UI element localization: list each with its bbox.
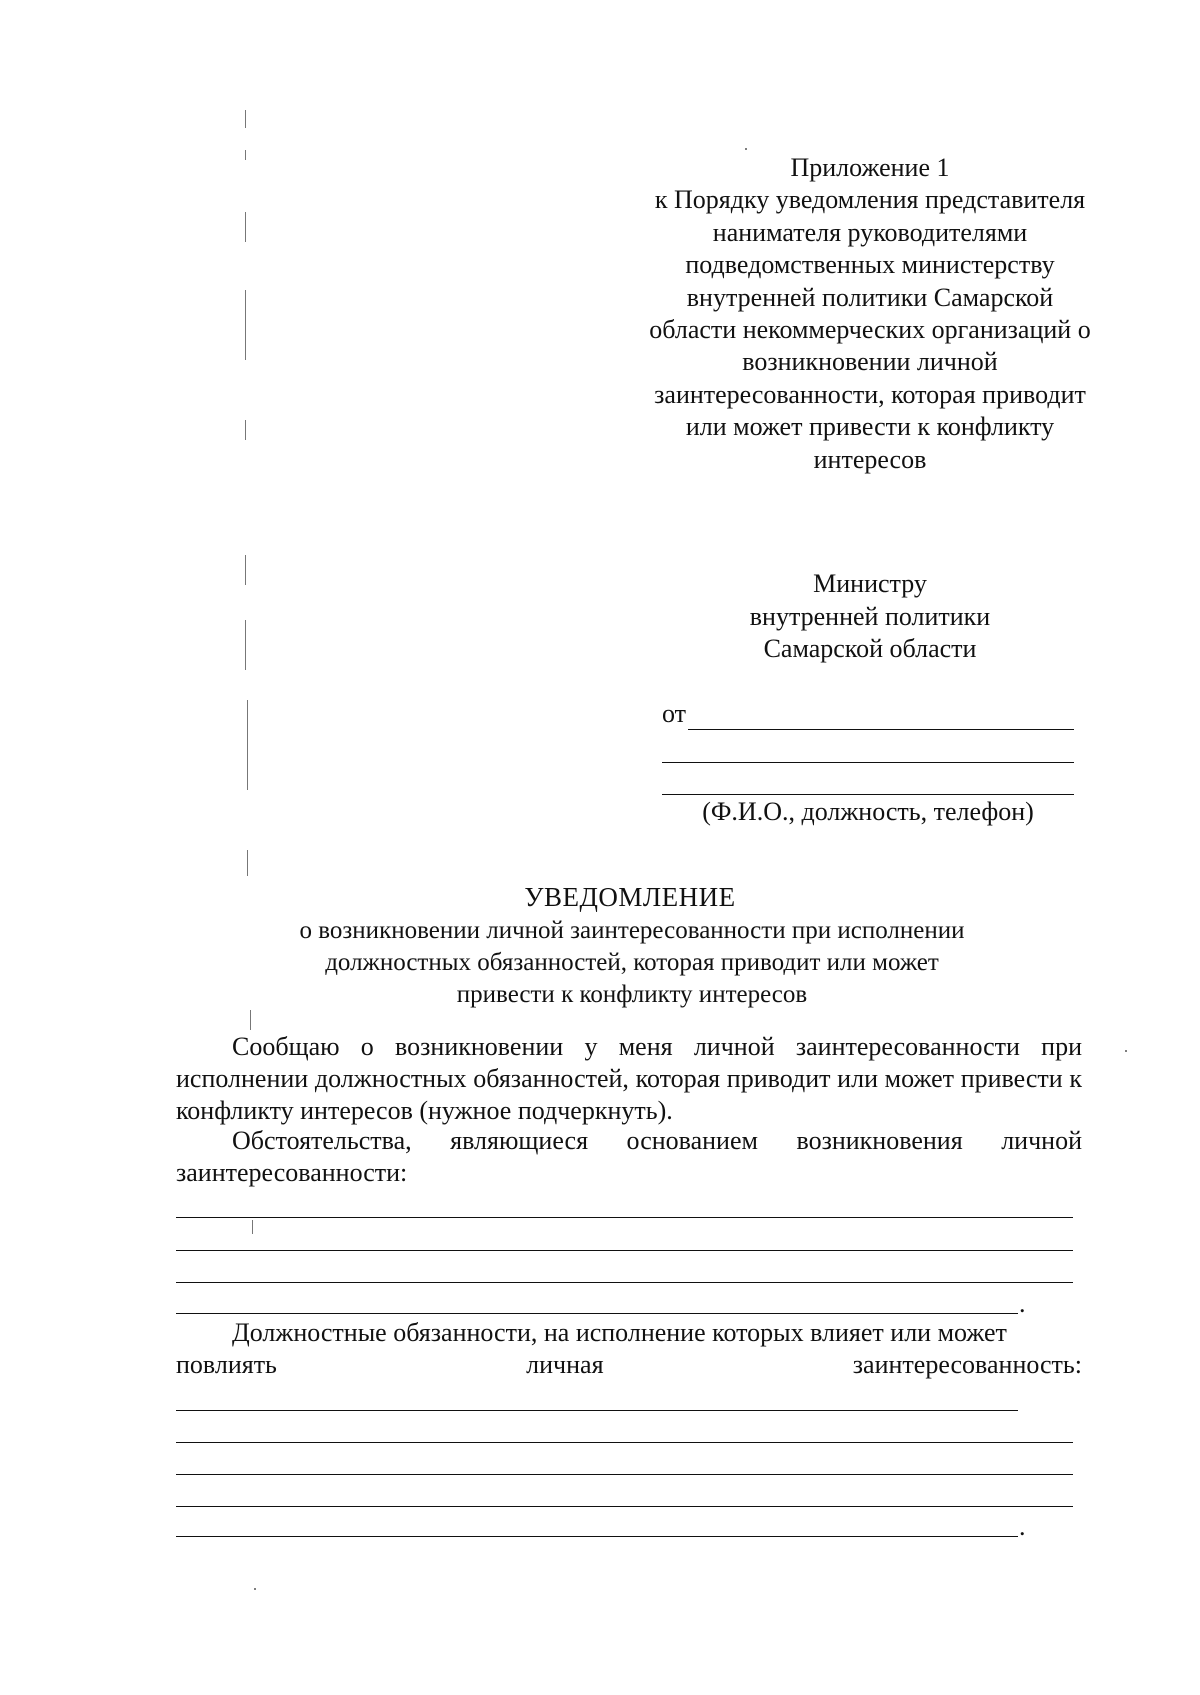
subtitle-line: о возникновении личной заинтересованности при исполнении: [299, 917, 965, 944]
notice-subtitle: [232, 915, 1032, 1011]
appendix-line: области некоммерческих организаций о: [649, 315, 1091, 345]
line-end-mark: .: [1019, 1289, 1026, 1318]
scan-dot: [745, 148, 747, 150]
addressee-block: [700, 568, 1040, 666]
scan-mark: [245, 212, 246, 242]
duties-fill-line[interactable]: [176, 1410, 1018, 1411]
scan-mark: [247, 700, 248, 790]
appendix-line: заинтересованности, которая приводит: [654, 379, 1086, 409]
appendix-line: к Порядку уведомления представителя: [654, 185, 1086, 215]
scan-mark: [245, 150, 246, 160]
spread-word: повлиять: [176, 1350, 277, 1379]
appendix-line: или может привести к конфликту: [685, 412, 1055, 442]
from-fill-line-2[interactable]: [662, 762, 1074, 763]
appendix-header: [620, 152, 1120, 476]
scan-mark: [245, 420, 246, 440]
duties-paragraph: Должностные обязанности, на исполнение которых влияет или может: [232, 1318, 1007, 1347]
scan-mark: [250, 1010, 251, 1030]
scan-dot: [254, 1588, 256, 1590]
duties-paragraph-continuation: [176, 1349, 1082, 1381]
notice-paragraph-1: Сообщаю о возникновении у меня личной заинтересованности при исполнении должностных обязанностей, которая приводит или может привести к конфликту интересов (нужное подчеркнуть).: [176, 1032, 1082, 1125]
addressee-line: Министру: [813, 569, 927, 598]
duties-fill-line[interactable]: [176, 1506, 1073, 1507]
from-label: от: [662, 699, 687, 728]
appendix-line: нанимателя руководителями: [712, 217, 1028, 247]
appendix-line: внутренней политики Самарской: [686, 282, 1054, 312]
spread-word: личная: [526, 1350, 604, 1379]
from-field[interactable]: [662, 698, 1074, 732]
appendix-line: Приложение 1: [790, 153, 950, 182]
circumstances-fill-line[interactable]: [176, 1250, 1073, 1251]
addressee-line: внутренней политики: [749, 601, 991, 631]
scan-mark: [247, 850, 248, 876]
appendix-line: возникновении личной: [742, 347, 998, 377]
notice-title: УВЕДОМЛЕНИЕ: [524, 882, 736, 912]
duties-fill-line[interactable]: [176, 1536, 1018, 1537]
fio-caption: (Ф.И.О., должность, телефон): [702, 797, 1034, 826]
from-fill-line[interactable]: [688, 729, 1074, 730]
duties-fill-line[interactable]: [176, 1442, 1073, 1443]
addressee-line: Самарской области: [763, 634, 977, 663]
from-fill-line-3[interactable]: [662, 794, 1074, 795]
scan-mark: [245, 290, 246, 360]
scan-dot: [1125, 1050, 1127, 1052]
spread-word: заинтересованность:: [852, 1350, 1082, 1379]
appendix-line: подведомственных министерству: [685, 250, 1055, 280]
subtitle-line: должностных обязанностей, которая приводит или может: [325, 949, 939, 976]
duties-fill-line[interactable]: [176, 1474, 1073, 1475]
circumstances-fill-line[interactable]: [176, 1282, 1073, 1283]
scan-mark: [252, 1220, 253, 1234]
scan-mark: [245, 555, 246, 585]
line-end-mark: .: [1019, 1512, 1026, 1541]
subtitle-line: привести к конфликту интересов: [456, 981, 808, 1008]
scan-mark: [245, 620, 246, 670]
scan-mark: [245, 110, 246, 128]
circumstances-paragraph: Обстоятельства, являющиеся основанием возникновения личной заинтересованности:: [176, 1126, 1082, 1187]
appendix-line: интересов: [813, 444, 927, 474]
circumstances-fill-line[interactable]: [176, 1217, 1073, 1218]
circumstances-fill-line[interactable]: [176, 1313, 1018, 1314]
